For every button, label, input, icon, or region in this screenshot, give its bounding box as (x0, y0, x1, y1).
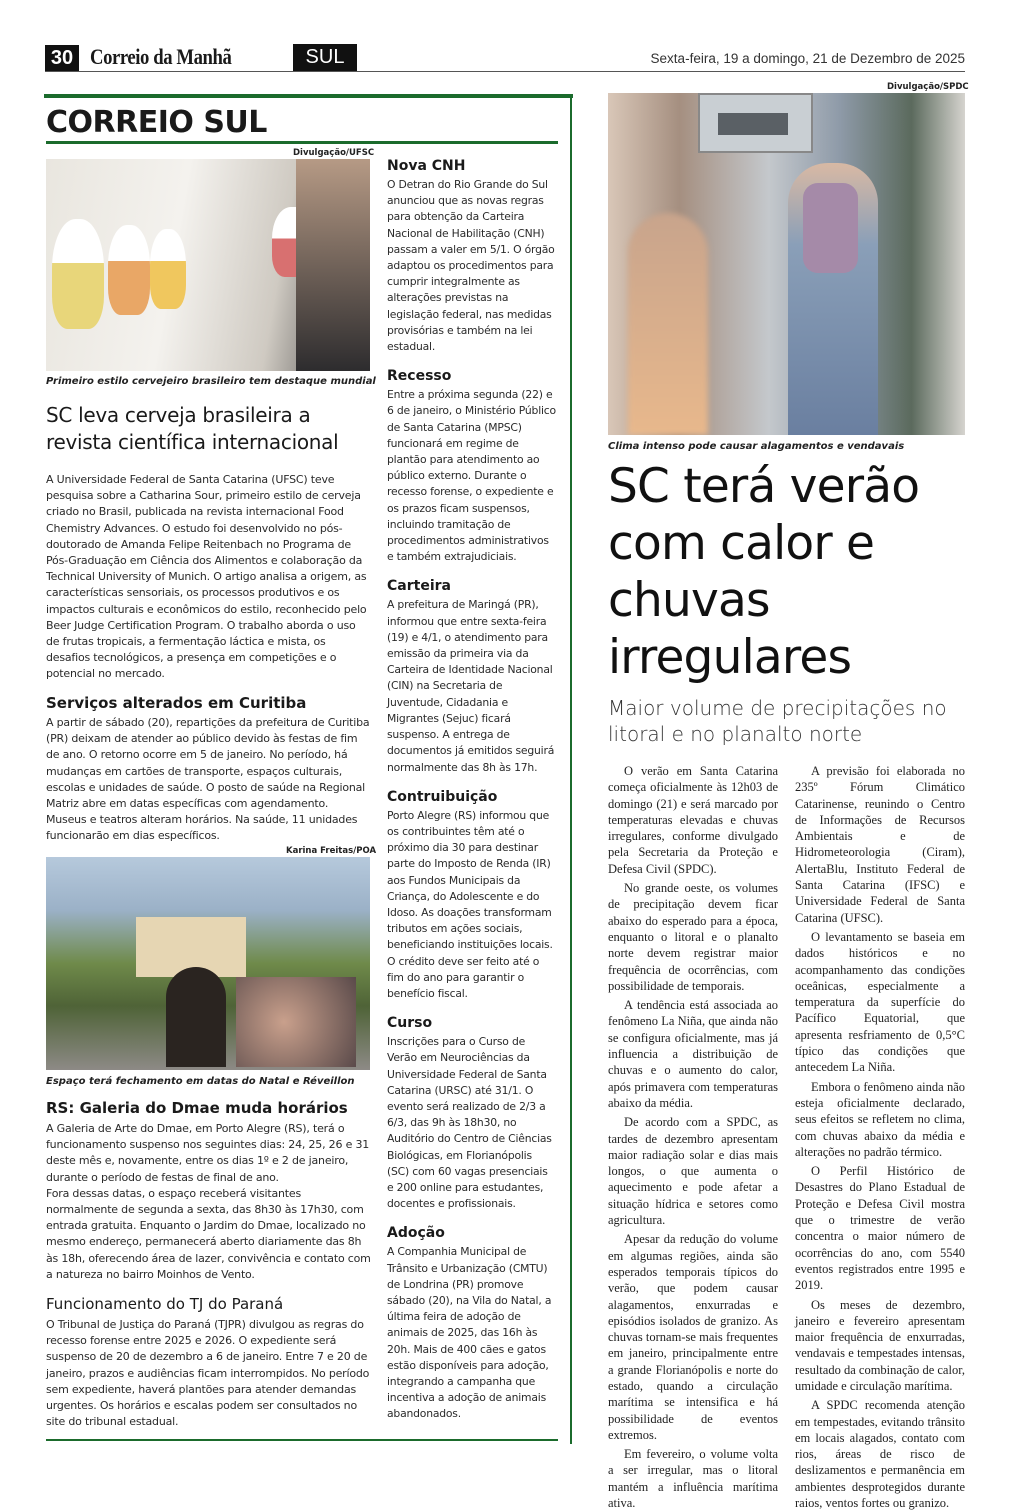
brief-title: Nova CNH (387, 158, 466, 174)
paragraph: A Galeria de Arte do Dmae, em Porto Alegre (RS), terá o funcionamento suspenso nos seguintes dias: 24, 25, 26 e 31 deste mês e, novamente, entre os dias 1º e 2 de janeiro, durante o período de festas de final de ano. (46, 1122, 370, 1184)
article-title: Serviços alterados em Curitiba (46, 694, 307, 712)
paragraph: A tendência está associada ao fenômeno La Niña, que ainda não se configura oficialmente, mas já influencia a distribuição de chuvas e o aumento do calor, após primavera com temperaturas abaixo da média. (608, 998, 778, 1110)
paragraph: No grande oeste, os volumes de precipitação devem ficar abaixo do esperado para a época, enquanto o litoral e o planalto norte devem registrar maior frequência de ocorrências, com possibilidade de temporais. (608, 881, 778, 993)
page-number: 30 (45, 45, 79, 71)
article-body: A partir de sábado (20), repartições da prefeitura de Curitiba (PR) deixam de atender ao público devido às festas de fim de ano. O retorno ocorre em 5 de janeiro. No período, há mudanças em cartões de transporte, espaços culturais, escolas e unidades de saúde. O posto de saúde na Regional Matriz abre em datas específicas com agendamento. Museus e teatros alteram horários. Na saúde, 11 unidades funcionarão em dias específicos. (46, 716, 370, 843)
brief-title: Recesso (387, 368, 452, 385)
photo-caption: Espaço terá fechamento em datas do Natal e Réveillon (46, 1076, 355, 1087)
paragraph: Embora o fenômeno ainda não esteja oficialmente declarado, seus efeitos se refletem no clima, com chuvas abaixo da média e alterações no padrão térmico. (795, 1079, 965, 1159)
paragraph: Em fevereiro, o volume volta a ser irregular, mas o litoral mantém a influência marítima ativa. (608, 1447, 778, 1511)
kicker-rule (46, 141, 558, 144)
brief-item (387, 1224, 557, 1422)
main-subhead: Maior volume de precipitações no litoral e no planalto norte (608, 696, 947, 746)
brief-body: O Detran do Rio Grande do Sul anunciou que as novas regras para obtenção da Carteira Nacional de Habilitação (CNH) passam a valer em 5/1. O órgão adaptou os procedimentos para cumprir integralmente as alterações previstas na legislação federal, nas medidas provisórias e também na lei estadual. (387, 178, 555, 354)
paragraph: A SPDC recomenda atenção em tempestades, evitando trânsito em locais alagados, contato com rios, áreas de risco de deslizamentos e permanência em ambientes desprotegidos durante raios, ventos fortes ou granizo. (795, 1398, 965, 1511)
section-top-rule (44, 94, 573, 98)
paragraph: De acordo com a SPDC, as tardes de dezembro apresentam maior radiação solar e dias mais longos, o que aumenta o aquecimento e pode afetar a situação hídrica e setores como agricultura. (608, 1115, 778, 1228)
brief-title: Adoção (387, 1225, 445, 1242)
article-title: Funcionamento do TJ do Paraná (46, 1295, 284, 1313)
photo-credit: Divulgação/SPDC (887, 82, 969, 92)
brief-body: Inscrições para o Curso de Verão em Neurociências da Universidade Federal de Santa Catarina (URSC) até 31/1. O evento será realizado de 2/3 a 6/3, das 9h às 18h30, no Auditório do Centro de Ciências Biológicas, em Florianópolis (SC) com 60 vagas presenciais e 200 online para estudantes, docentes e profissionais. (387, 1035, 552, 1211)
section-bottom-rule (46, 1439, 558, 1441)
beer-glasses-photo (46, 159, 370, 371)
brief-body: A prefeitura de Maringá (PR), informou que entre sexta-feira (19) e 4/1, o atendimento para emissão da primeira via da Carteira de Identidade Nacional (CIN) na Secretaria de Juventude, Cidadania e Migrantes (Sejuc) ficará suspenso. A entrega de documentos já emitidos seguirá normalmente das 8h às 17h. (387, 598, 555, 774)
photo-caption: Primeiro estilo cervejeiro brasileiro tem destaque mundial (46, 376, 376, 387)
brief-item (387, 788, 557, 1002)
paragraph: A previsão foi elaborada no 235º Fórum Climático Catarinense, reunindo o Centro de Informações de Recursos Ambientais e de Hidrometeorologia (Ciram), AlertaBlu, Instituto Federal de Santa Catarina (IFSC) e Universidade Federal de Santa Catarina (UFSC). (795, 764, 965, 925)
main-headline: SC terá verão com calor e chuvas irregulares (608, 459, 920, 685)
photo-credit: Karina Freitas/POA (286, 846, 377, 856)
briefs-column (387, 157, 557, 1435)
paragraph: Fora dessas datas, o espaço receberá visitantes normalmente de segunda a sexta, das 8h30 às 17h30, com entrada gratuita. Enquanto o Jardim do Dmae, localizado no mesmo endereço, permanecerá aberto diariamente das 8h às 18h, oferecendo área de lazer, convivência e contato com a natureza no bairro Moinhos de Vento. (46, 1186, 371, 1281)
brief-title: Carteira (387, 578, 451, 595)
galeria-dmae-photo (46, 857, 370, 1070)
paragraph: O verão em Santa Catarina começa oficialmente às 12h03 de domingo (21) e será marcado por temperaturas elevadas e chuvas irregulares, conforme divulgado pela Secretaria da Proteção e Defesa Civil (SPDC). (608, 764, 778, 876)
brief-body: A Companhia Municipal de Trânsito e Urbanização (CMTU) de Londrina (PR) promove sábado (20), na Vila do Natal, a última feira de adoção de animais de 2025, das 16h às 20h. Mais de 400 cães e gatos estão disponíveis para adoção, integrando a campanha que incentiva a adoção de animais abandonados. (387, 1245, 552, 1421)
section-label: SUL (293, 44, 357, 71)
issue-date: Sexta-feira, 19 a domingo, 21 de Dezembro de 2025 (650, 51, 965, 66)
photo-caption: Clima intenso pode causar alagamentos e vendavais (608, 441, 905, 452)
article-title: RS: Galeria do Dmae muda horários (46, 1099, 348, 1117)
brief-title: Curso (387, 1015, 433, 1032)
article-body: O Tribunal de Justiça do Paraná (TJPR) divulgou as regras do recesso forense entre 2025 e 2026. O expediente será suspenso de 20 de dezembro a 6 de janeiro. Entre 7 e 20 de janeiro, prazos e audiências ficam interrompidos. No período sem expediente, haverá plantões para atender demandas urgentes. Os horários e escalas podem ser consultados no site do tribunal estadual. (46, 1318, 370, 1429)
article-title: SC leva cerveja brasileira a revista científica internacional (46, 403, 339, 454)
section-right-rule (570, 94, 572, 1444)
paragraph: O levantamento se baseia em dados históricos e no acompanhamento das condições oceânicas, especialmente a temperatura da superfície do Pacífico Equatorial, que apresenta resfriamento de 0,5°C típico das condições que antecedem La Niña. (795, 929, 965, 1075)
masthead-logo: Correio da Manhã (90, 44, 232, 69)
paragraph: O Perfil Histórico de Desastres do Plano Estadual de Proteção e Defesa Civil mostra que o trimestre de verão concentra o maior número de ocorrências do ano, com 5540 eventos registrados entre 1995 e 2019. (795, 1164, 965, 1293)
crowd-street-photo (608, 93, 965, 435)
article-body (46, 1121, 371, 1283)
brief-body: Entre a próxima segunda (22) e 6 de janeiro, o Ministério Público de Santa Catarina (MPSC) funcionará em regime de plantão para atendimento ao público externo. Durante o recesso forense, o expediente e os prazos ficam suspensos, incluindo tramitação de procedimentos administrativos e também extrajudiciais. (387, 388, 556, 564)
story-column-1 (608, 763, 778, 1511)
photo-credit: Divulgação/UFSC (293, 148, 375, 158)
paragraph: Apesar da redução do volume em algumas regiões, ainda são esperados temporais típicos do verão, que podem causar alagamentos, enxurradas e episódios isolados de granizo. As chuvas tornam-se mais frequentes em janeiro, principalmente entre a grande Florianópolis e norte do estado, quando a circulação marítima se intensifica e há possibilidade de eventos extremos. (608, 1232, 778, 1442)
header-divider (45, 71, 965, 72)
story-column-2 (795, 763, 965, 1511)
paragraph: Os meses de dezembro, janeiro e fevereiro apresentam maior frequência de enxurradas, vendavais e tempestades intensas, resultado da combinação de calor, umidade e circulação marítima. (795, 1297, 965, 1393)
brief-body: Porto Alegre (RS) informou que os contribuintes têm até o próximo dia 30 para destinar parte do Imposto de Renda (IR) aos Fundos Municipais da Criança, do Adolescente e do Idoso. As doações transformam tributos em ações sociais, beneficiando instituições locais. O crédito deve ser feito até o fim do ano para garantir o benefício fiscal. (387, 808, 553, 1000)
brief-item (387, 1014, 557, 1212)
brief-item (387, 577, 557, 775)
brief-title: Contruibuição (387, 788, 498, 805)
article-body: A Universidade Federal de Santa Catarina (UFSC) teve pesquisa sobre a Catharina Sour, primeiro estilo de cerveja criado no Brasil, publicada na revista internacional Food Chemistry Advances. O estudo foi desenvolvido no pós-doutorado de Amanda Felipe Reitenbach no Programa de Pós-Graduação em Ciência dos Alimentos e colaboração da Technical University of Munich. O artigo analisa a origem, as características sensoriais, os processos produtivos e os impactos culturais e econômicos do estilo, reconhecido pelo Beer Judge Certification Program. O trabalho aborda o uso de frutas tropicais, a fermentação láctica e mista, os desafios tecnológicos, a presença em competições e o potencial no mercado. (46, 473, 367, 681)
brief-item (387, 367, 557, 565)
section-kicker: CORREIO SUL (46, 105, 267, 140)
brief-item (387, 157, 557, 355)
